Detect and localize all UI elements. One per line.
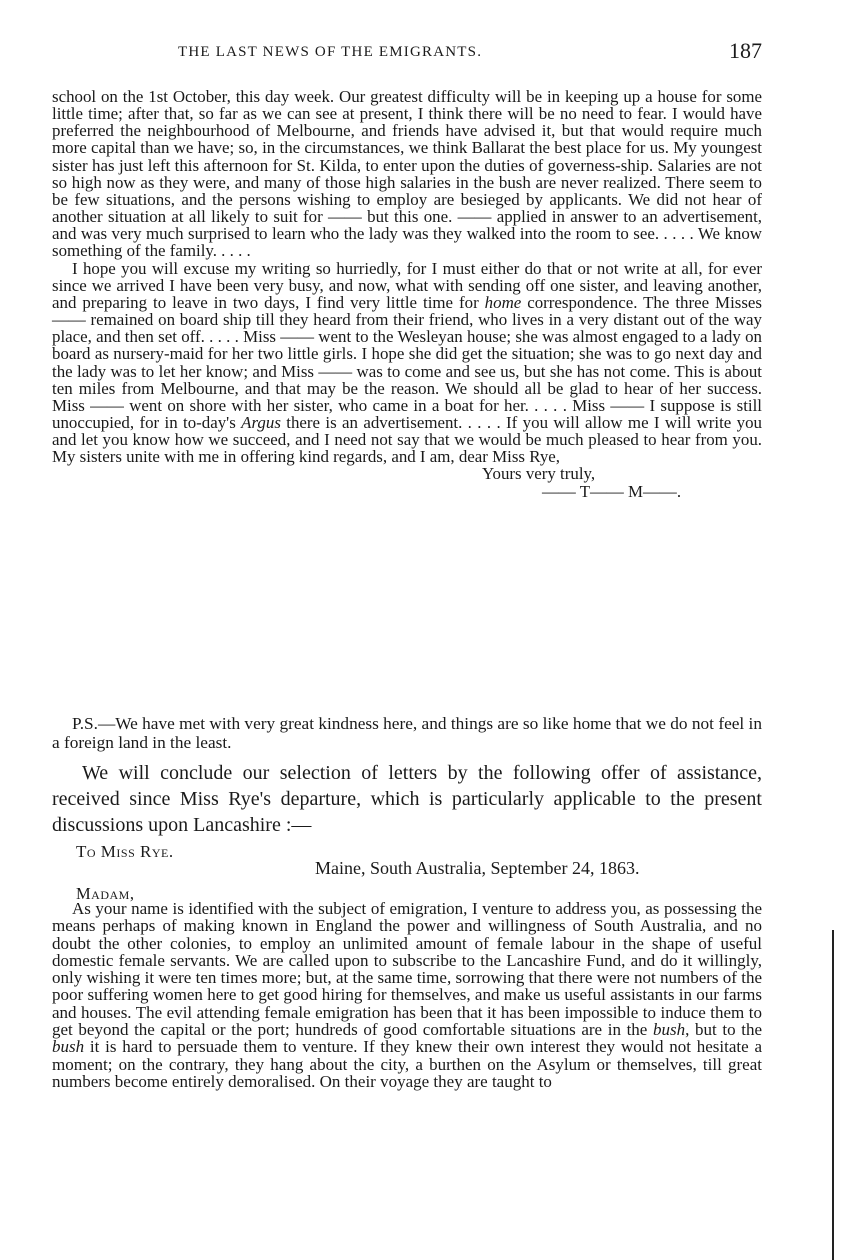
letter-one-signature: —— T—— M——. (542, 481, 682, 501)
letter-one (52, 88, 762, 500)
addressee: To Miss Rye. (76, 842, 174, 861)
binding-edge-rule (832, 930, 834, 1260)
introduction (52, 760, 762, 838)
letter-one-paragraph-1: school on the 1st October, this day week. Our greatest difficulty will be in keeping up a house for some little time; after that, so far as we can see at present, I think there will be no need to fear. I would have preferred the neighbourhood of Melbourne, and friends have advised it, but that would require much more capital than we have; so, in the circumstances, we think Ballarat the best place for us. My youngest sister has just left this afternoon for St. Kilda, to enter upon the duties of governess-ship. Salaries are not so high now as they were, and many of those high salaries in the bush are never realized. There seem to be few situations, and the persons wishing to employ are besieged by applicants. We did not hear of another situation at all likely to suit for —— but this one. —— applied in answer to an advertisement, and was very much surprised to learn who the lady was they walked into the room to see. . . . . We know something of the family. . . . . (52, 87, 762, 261)
emphasis-bush: bush (653, 1020, 686, 1040)
page-header (52, 38, 762, 68)
dateline: Maine, South Australia, September 24, 1863. (315, 858, 640, 878)
paragraph-text: correspondence. The three Misses —— remained on board ship till they heard from their friend, who lives in a very distant out of the way place, and then set off. . . . . Miss —— went to the Wesleyan house; she was almost engaged to a lady on board as nursery-maid for her two little girls. I hope she did get the situation; she was to go next day and the lady was to let her know; and Miss —— was to come and see us, but she has not come. This is about ten miles from Melbourne, and that may be the reason. We should all be glad to hear of her success. Miss —— went on shore with her sister, who came in a boat for her. . . . . Miss —— I suppose is still unoccupied, for in to-day's (52, 292, 762, 432)
letter-one-paragraph-2 (52, 260, 762, 466)
letter-two (52, 900, 762, 1090)
letter-two-body (52, 900, 762, 1090)
paragraph-text: As your name is identified with the subject of emigration, I venture to address you, as possessing the means perhaps of making known in England the power and willingness of South Australia, and no doubt the other colonies, to employ an unlimited amount of female labour in the shape of useful domestic female servants. We are called upon to subscribe to the Lancashire Fund, and do it willingly, only wishing it were ten times more; but, at the same time, sorrowing that there were not numbers of the poor suffering women here to get good hiring for themselves, and make us useful assistants in our farms and houses. The evil attending female emigration has been that it has been impossible to induce them to get beyond the capital or the port; hundreds of good comfortable situations are in the (52, 899, 762, 1040)
paragraph-text: it is hard to persuade them to venture. If they knew their own interest they would not hesitate a moment; on the contrary, they hang about the city, a burthen on the Asylum or themselves, till great numbers become entirely demoralised. On their voyage they are taught to (52, 1037, 762, 1091)
introduction-text: We will conclude our selection of letters by the following offer of assistance, received since Miss Rye's departure, which is particularly applicable to the present discussions upon Lancashire :— (52, 762, 762, 836)
emphasis-home: home (484, 292, 522, 312)
paragraph-text: I hope you will excuse my writing so hurriedly, for I must either do that or not write at all, for ever since we arrived I have been very busy, and now, what with sending off one sister, and leaving another, and preparing to leave in two days, I find very little time for (52, 258, 762, 312)
running-title: THE LAST NEWS OF THE EMIGRANTS. (178, 44, 483, 60)
postscript-text: P.S.—We have met with very great kindness here, and things are so like home that we do not feel in a foreign land in the least. (52, 714, 762, 752)
page-number: 187 (729, 38, 762, 63)
salutation: Madam, (76, 884, 135, 903)
postscript (52, 714, 762, 752)
newspaper-title: Argus (241, 412, 281, 432)
letter-one-closing: Yours very truly, (482, 464, 596, 484)
paragraph-text: there is an advertisement. . . . . If you will allow me I will write you and let you know how we succeed, and I need not say that we would be much pleased to hear from you. My sisters unite with me in offering kind regards, and I am, dear Miss Rye, (52, 412, 762, 467)
paragraph-text: , but to the (685, 1020, 762, 1040)
emphasis-bush: bush (52, 1037, 85, 1057)
